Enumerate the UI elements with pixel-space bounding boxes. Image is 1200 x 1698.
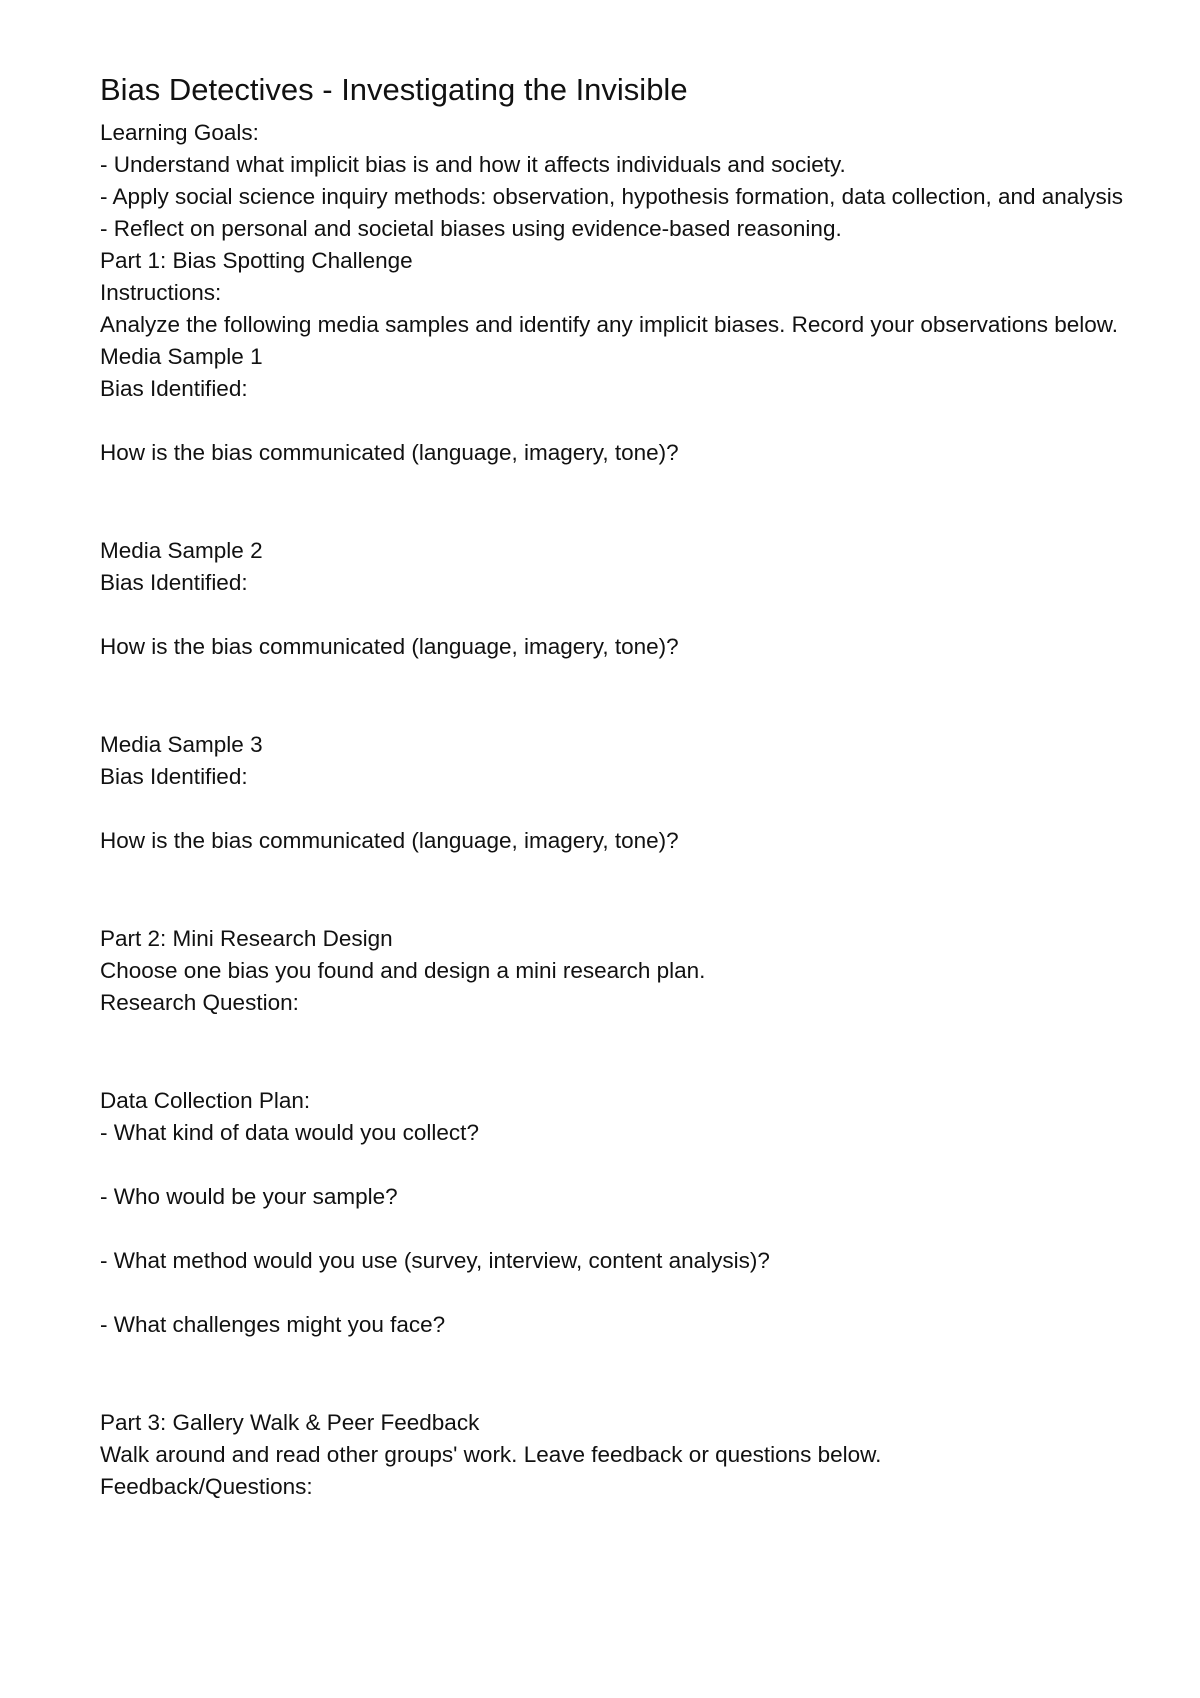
media-sample-3-bias-label: Bias Identified:: [100, 764, 248, 789]
part1-instructions-text: Analyze the following media samples and identify any implicit biases. Record your observations below.: [100, 312, 1119, 337]
part2-intro: Choose one bias you found and design a mini research plan.: [100, 958, 706, 983]
data-plan-question: - Who would be your sample?: [100, 1184, 398, 1209]
media-sample-3-title: Media Sample 3: [100, 732, 263, 757]
media-sample-3-question: How is the bias communicated (language, imagery, tone)?: [100, 828, 679, 853]
part1-heading: Part 1: Bias Spotting Challenge: [100, 248, 413, 273]
part3-heading: Part 3: Gallery Walk & Peer Feedback: [100, 1410, 480, 1435]
learning-goal-item: - Apply social science inquiry methods: observation, hypothesis formation, data collection, and analysis: [100, 184, 1124, 209]
media-sample-1-question: How is the bias communicated (language, imagery, tone)?: [100, 440, 679, 465]
learning-goals-heading: Learning Goals:: [100, 120, 259, 145]
feedback-label: Feedback/Questions:: [100, 1474, 313, 1499]
learning-goal-item: - Reflect on personal and societal biases using evidence-based reasoning.: [100, 216, 842, 241]
part2-heading: Part 2: Mini Research Design: [100, 926, 393, 951]
research-question-label: Research Question:: [100, 990, 299, 1015]
data-plan-question: - What method would you use (survey, interview, content analysis)?: [100, 1248, 770, 1273]
media-sample-1-bias-label: Bias Identified:: [100, 376, 248, 401]
media-sample-2-question: How is the bias communicated (language, imagery, tone)?: [100, 634, 679, 659]
data-plan-question: - What challenges might you face?: [100, 1312, 446, 1337]
data-plan-question: - What kind of data would you collect?: [100, 1120, 479, 1145]
part1-instructions-label: Instructions:: [100, 280, 222, 305]
data-collection-plan-label: Data Collection Plan:: [100, 1088, 311, 1113]
part3-intro: Walk around and read other groups' work. Leave feedback or questions below.: [100, 1442, 882, 1467]
learning-goal-item: - Understand what implicit bias is and how it affects individuals and society.: [100, 152, 846, 177]
page-title: Bias Detectives - Investigating the Invisible: [100, 72, 688, 107]
media-sample-2-title: Media Sample 2: [100, 538, 263, 563]
media-sample-2-bias-label: Bias Identified:: [100, 570, 248, 595]
media-sample-1-title: Media Sample 1: [100, 344, 263, 369]
